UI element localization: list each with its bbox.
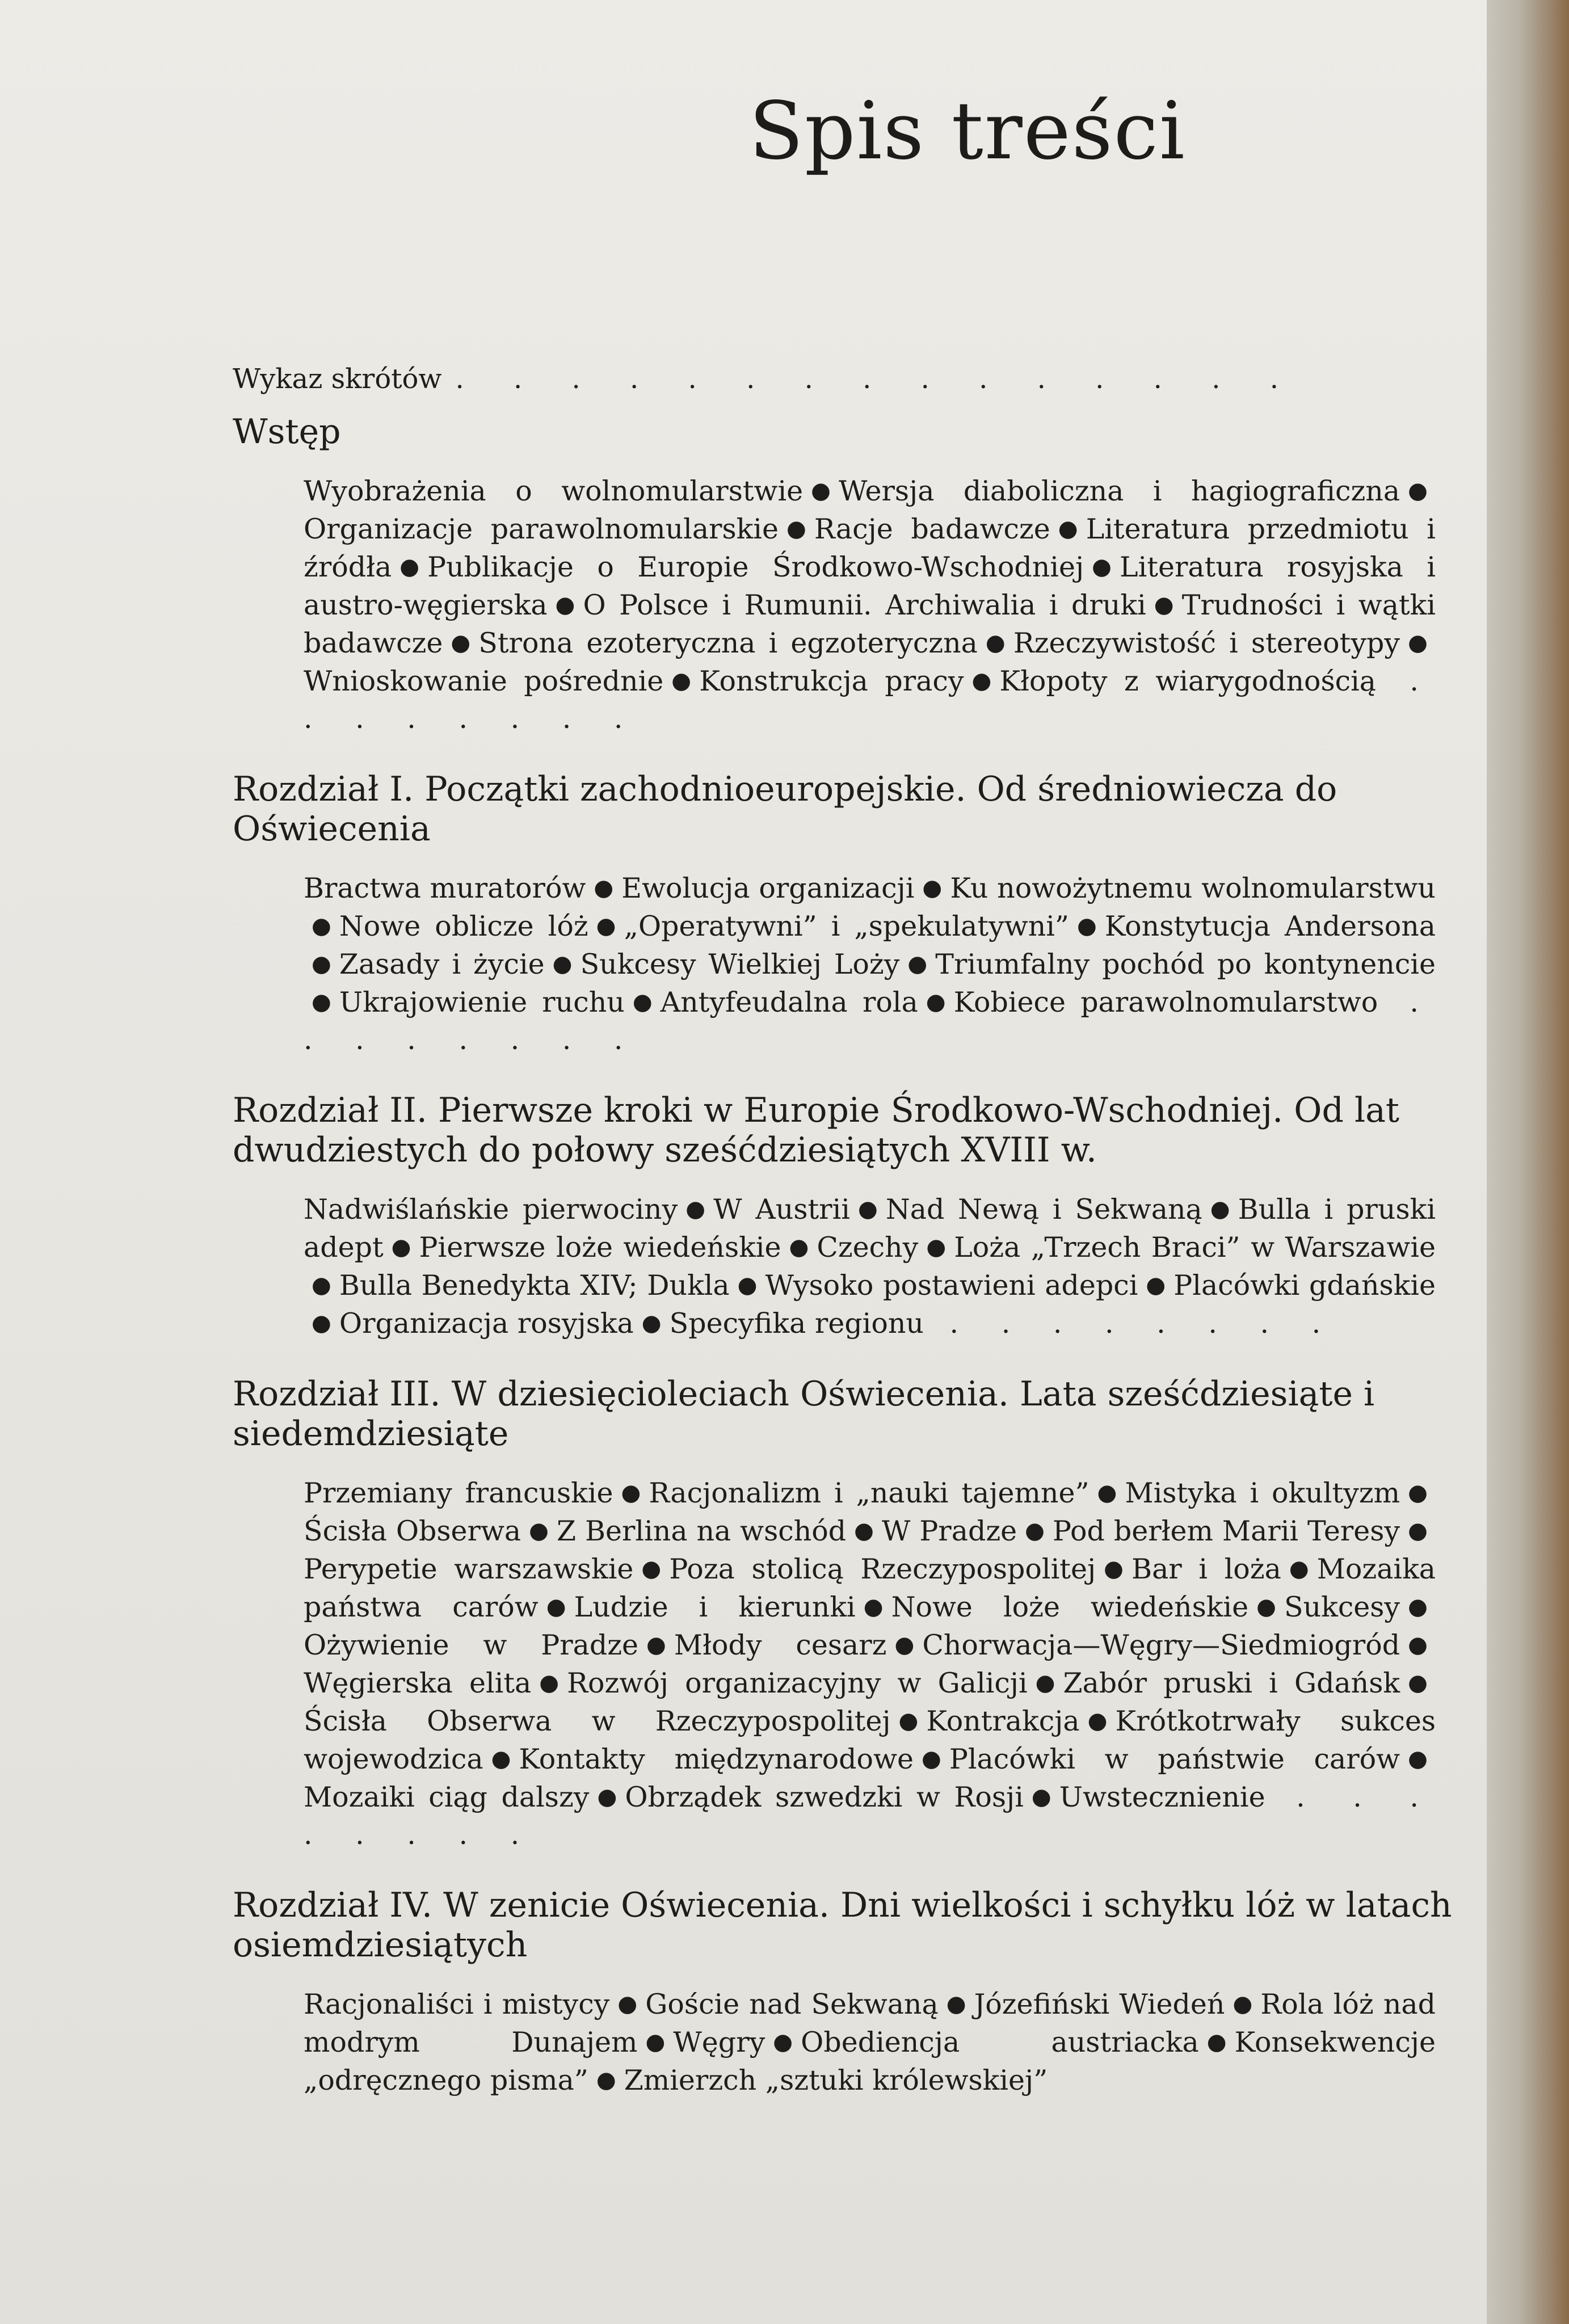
bullet-icon: ● xyxy=(1289,1556,1309,1582)
topic-item: Obrządek szwedzki w Rosji xyxy=(625,1781,1024,1813)
bullet-icon: ● xyxy=(1154,592,1174,618)
topic-item: Bulla Benedykta XIV; Dukla xyxy=(339,1269,730,1302)
topic-item: Ścisła Obserwa w Rzeczypospolitej xyxy=(304,1705,891,1737)
bullet-icon: ● xyxy=(1408,1518,1428,1544)
section-topics xyxy=(304,1985,1436,2099)
topic-item: Sukcesy Wielkiej Loży xyxy=(580,948,900,980)
topic-item: Wysoko postawieni adepci xyxy=(765,1269,1138,1302)
bullet-icon: ● xyxy=(1092,554,1112,580)
topic-item: Czechy xyxy=(817,1231,919,1264)
topic-item: Ludzie i kierunki xyxy=(574,1591,856,1623)
topic-item: Bar i loża xyxy=(1131,1553,1281,1585)
bullet-icon: ● xyxy=(786,516,806,542)
topic-item: Specyfika regionu xyxy=(669,1307,924,1340)
topic-item: Krótkotrwały sukces wojewodzica xyxy=(304,1705,1436,1775)
dot-leader: . . . . . . . . xyxy=(304,1781,1436,1851)
bullet-icon: ● xyxy=(811,478,831,504)
topic-item: Rzeczywistość i stereotypy xyxy=(1013,627,1400,659)
bullet-icon: ● xyxy=(1104,1556,1124,1582)
section-title: Wstęp xyxy=(233,412,341,452)
bullet-icon: ● xyxy=(596,913,616,939)
bullet-icon: ● xyxy=(922,875,943,901)
bullet-icon: ● xyxy=(645,2029,666,2055)
topic-item: Młody cesarz xyxy=(674,1629,887,1661)
section-title: Rozdział II. Pierwsze kroki w Europie Środkowo-Wschodniej. Od lat dwudziestych do połowy sześćdziesiątych XVIII w. xyxy=(233,1091,1400,1170)
topic-item: Obediencja austriacka xyxy=(801,2026,1199,2058)
page-gutter xyxy=(1487,0,1569,2324)
bullet-icon: ● xyxy=(985,630,1006,656)
bullet-icon: ● xyxy=(1087,1708,1108,1734)
topic-item: Nad Newą i Sekwaną xyxy=(885,1193,1202,1226)
topic-item: Przemiany francuskie xyxy=(304,1477,613,1509)
topic-item: Strona ezoteryczna i egzoteryczna xyxy=(478,627,978,659)
topic-item: O Polsce i Rumunii. Archiwalia i druki xyxy=(583,589,1146,621)
bullet-icon: ● xyxy=(1408,1480,1428,1506)
topic-item: Ewolucja organizacji xyxy=(621,872,915,904)
bullet-icon: ● xyxy=(1031,1784,1051,1810)
topic-item: Zasady i życie xyxy=(339,948,545,980)
topic-item: Nowe oblicze lóż xyxy=(339,910,588,942)
bullet-icon: ● xyxy=(399,554,420,580)
toc-section xyxy=(233,769,1470,1059)
topic-item: Pierwsze loże wiedeńskie xyxy=(419,1231,781,1264)
topic-item: Racjonalizm i „nauki tajemne” xyxy=(649,1477,1090,1509)
topic-item: Antyfeudalna rola xyxy=(660,986,918,1018)
bullet-icon: ● xyxy=(641,1556,662,1582)
section-title: Rozdział IV. W zenicie Oświecenia. Dni wielkości i schyłku lóż w latach osiemdziesiątych xyxy=(233,1885,1452,1965)
dot-leader: . . . . . . . . xyxy=(304,986,1436,1056)
bullet-icon: ● xyxy=(1058,516,1078,542)
topic-item: Konsekwencje „odręcznego pisma” xyxy=(304,2026,1436,2096)
bullet-icon: ● xyxy=(685,1196,706,1222)
topic-item: Uwstecznienie xyxy=(1059,1781,1265,1813)
bullet-icon: ● xyxy=(539,1670,560,1696)
bullet-icon: ● xyxy=(1408,630,1428,656)
bullet-icon: ● xyxy=(646,1632,666,1658)
topic-item: Literatura przedmiotu i źródła xyxy=(304,513,1436,583)
dot-leader: . . . . . . . . . . . . . . . xyxy=(455,363,1299,395)
topic-item: Węgierska elita xyxy=(304,1667,532,1699)
topic-item: Literatura rosyjska i austro-węgierska xyxy=(304,551,1436,621)
dot-leader: . . . . . . . . xyxy=(923,1307,1338,1340)
toc-section xyxy=(233,1885,1470,2099)
page-title: Spis treści xyxy=(749,85,1186,178)
abbreviations-label: Wykaz skrótów xyxy=(233,363,442,395)
bullet-icon: ● xyxy=(632,989,653,1015)
toc-section xyxy=(233,1091,1470,1342)
topic-item: Nadwiślańskie pierwociny xyxy=(304,1193,678,1226)
bullet-icon: ● xyxy=(1206,2029,1227,2055)
topic-item: Placówki w państwie carów xyxy=(949,1743,1400,1775)
topic-item: Ożywienie w Pradze xyxy=(304,1629,639,1661)
table-of-contents xyxy=(233,363,1470,2131)
bullet-icon: ● xyxy=(1233,1991,1253,2017)
topic-item: Wersja diaboliczna i hagiograficzna xyxy=(839,475,1400,507)
topic-item: Organizacja rosyjska xyxy=(339,1307,634,1340)
topic-item: Kłopoty z wiarygodnością xyxy=(999,665,1376,697)
bullet-icon: ● xyxy=(1256,1594,1276,1620)
bullet-icon: ● xyxy=(857,1196,878,1222)
toc-sections xyxy=(233,412,1470,2099)
topic-item: Józefiński Wiedeń xyxy=(974,1988,1225,2020)
topic-item: Mozaiki ciąg dalszy xyxy=(304,1781,590,1813)
bullet-icon: ● xyxy=(312,989,331,1015)
topic-item: Kobiece parawolnomularstwo xyxy=(953,986,1378,1018)
topic-item: Mistyka i okultyzm xyxy=(1125,1477,1400,1509)
topic-item: Ścisła Obserwa xyxy=(304,1515,521,1547)
topic-item: Goście nad Sekwaną xyxy=(645,1988,939,2020)
bullet-icon: ● xyxy=(1408,1746,1428,1772)
section-title: Rozdział III. W dziesięcioleciach Oświecenia. Lata sześćdziesiąte i siedemdziesiąte xyxy=(233,1374,1375,1454)
topic-item: Bulla i pruski adept xyxy=(304,1193,1436,1264)
bullet-icon: ● xyxy=(894,1632,915,1658)
topic-item: Bractwa muratorów xyxy=(304,872,586,904)
topic-item: Publikacje o Europie Środkowo-Wschodniej xyxy=(427,551,1084,583)
bullet-icon: ● xyxy=(312,1310,331,1336)
bullet-icon: ● xyxy=(863,1594,884,1620)
topic-item: Trudności i wątki badawcze xyxy=(304,589,1436,659)
bullet-icon: ● xyxy=(1408,478,1428,504)
toc-section xyxy=(233,412,1470,738)
topic-item: Racjonaliści i mistycy xyxy=(304,1988,610,2020)
topic-item: Konstrukcja pracy xyxy=(699,665,964,697)
topic-item: Zabór pruski i Gdańsk xyxy=(1063,1667,1400,1699)
section-topics xyxy=(304,869,1436,1059)
topic-item: Triumfalny pochód po kontynencie xyxy=(935,948,1436,980)
section-topics xyxy=(304,1190,1436,1342)
topic-item: Nowe loże wiedeńskie xyxy=(891,1591,1249,1623)
abbreviations-entry xyxy=(233,363,1470,395)
bullet-icon: ● xyxy=(1408,1632,1428,1658)
topic-item: Chorwacja—Węgry—Siedmiogród xyxy=(922,1629,1400,1661)
bullet-icon: ● xyxy=(737,1272,758,1298)
topic-item: Rozwój organizacyjny w Galicji xyxy=(567,1667,1028,1699)
topic-item: Rola lóż nad modrym Dunajem xyxy=(304,1988,1436,2058)
bullet-icon: ● xyxy=(789,1234,809,1260)
bullet-icon: ● xyxy=(552,951,573,977)
bullet-icon: ● xyxy=(1035,1670,1055,1696)
bullet-icon: ● xyxy=(926,1234,947,1260)
bullet-icon: ● xyxy=(898,1708,919,1734)
bullet-icon: ● xyxy=(1408,1670,1428,1696)
topic-item: Placówki gdańskie xyxy=(1173,1269,1436,1302)
bullet-icon: ● xyxy=(1097,1480,1117,1506)
bullet-icon: ● xyxy=(773,2029,793,2055)
bullet-icon: ● xyxy=(491,1746,511,1772)
bullet-icon: ● xyxy=(971,668,992,694)
topic-item: W Austrii xyxy=(713,1193,850,1226)
topic-item: W Pradze xyxy=(882,1515,1017,1547)
topic-item: Sukcesy xyxy=(1284,1591,1400,1623)
bullet-icon: ● xyxy=(451,630,471,656)
topic-item: Ukrajowienie ruchu xyxy=(339,986,625,1018)
bullet-icon: ● xyxy=(596,2067,616,2093)
bullet-icon: ● xyxy=(1146,1272,1166,1298)
section-topics xyxy=(304,1474,1436,1854)
bullet-icon: ● xyxy=(922,1746,941,1772)
bullet-icon: ● xyxy=(1210,1196,1230,1222)
topic-item: Poza stolicą Rzeczypospolitej xyxy=(669,1553,1096,1585)
topic-item: Kontakty międzynarodowe xyxy=(519,1743,914,1775)
topic-item: Wnioskowanie pośrednie xyxy=(304,665,664,697)
topic-item: Mozaika państwa carów xyxy=(304,1553,1436,1623)
bullet-icon: ● xyxy=(1408,1594,1428,1620)
bullet-icon: ● xyxy=(907,951,928,977)
topic-item: Pod berłem Marii Teresy xyxy=(1053,1515,1400,1547)
bullet-icon: ● xyxy=(546,1594,566,1620)
topic-item: Węgry xyxy=(673,2026,765,2058)
bullet-icon: ● xyxy=(1025,1518,1045,1544)
dot-leader: . . . . . . . . xyxy=(304,665,1436,735)
bullet-icon: ● xyxy=(529,1518,549,1544)
topic-item: Loża „Trzech Braci” w Warszawie xyxy=(954,1231,1436,1264)
topic-item: Wyobrażenia o wolnomularstwie xyxy=(304,475,804,507)
bullet-icon: ● xyxy=(1076,913,1097,939)
bullet-icon: ● xyxy=(312,913,331,939)
topic-item: Ku nowożytnemu wolnomularstwu xyxy=(950,872,1436,904)
bullet-icon: ● xyxy=(641,1310,662,1336)
bullet-icon: ● xyxy=(312,951,331,977)
bullet-icon: ● xyxy=(854,1518,874,1544)
section-topics xyxy=(304,472,1436,738)
bullet-icon: ● xyxy=(594,875,614,901)
bullet-icon: ● xyxy=(621,1480,641,1506)
bullet-icon: ● xyxy=(391,1234,411,1260)
topic-item: Z Berlina na wschód xyxy=(557,1515,847,1547)
topic-item: Kontrakcja xyxy=(926,1705,1080,1737)
topic-item: Organizacje parawolnomularskie xyxy=(304,513,779,545)
bullet-icon: ● xyxy=(312,1272,331,1298)
topic-item: Racje badawcze xyxy=(814,513,1050,545)
topic-item: Zmierzch „sztuki królewskiej” xyxy=(624,2064,1048,2096)
section-title: Rozdział I. Początki zachodnioeuropejskie. Od średniowiecza do Oświecenia xyxy=(233,769,1337,849)
bullet-icon: ● xyxy=(946,1991,966,2017)
bullet-icon: ● xyxy=(926,989,946,1015)
topic-item: „Operatywni” i „spekulatywni” xyxy=(624,910,1069,942)
toc-section xyxy=(233,1374,1470,1854)
bullet-icon: ● xyxy=(617,1991,638,2017)
topic-item: Perypetie warszawskie xyxy=(304,1553,634,1585)
bullet-icon: ● xyxy=(597,1784,617,1810)
bullet-icon: ● xyxy=(671,668,692,694)
topic-item: Konstytucja Andersona xyxy=(1104,910,1436,942)
bullet-icon: ● xyxy=(555,592,575,618)
